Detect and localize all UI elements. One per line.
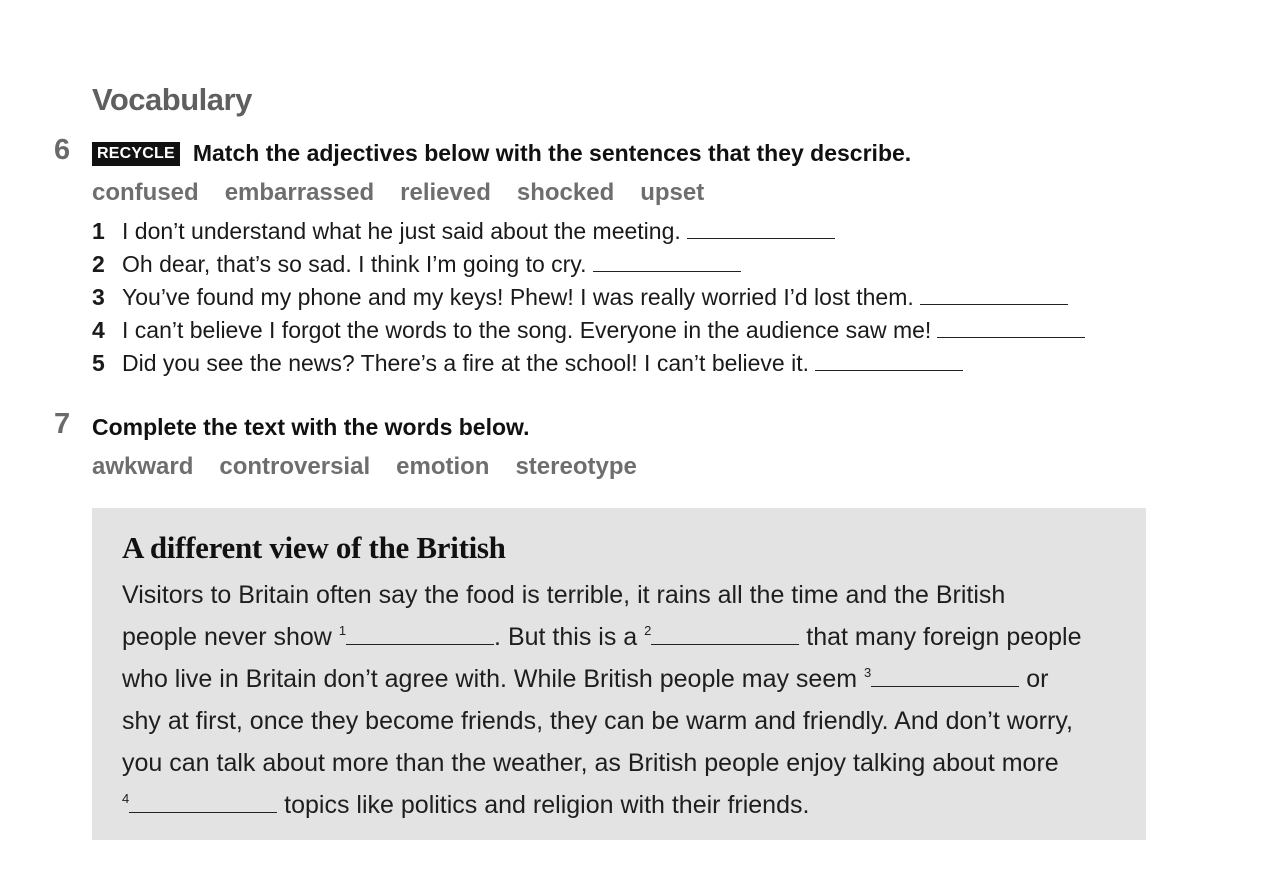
text-segment: that many foreign people <box>799 623 1082 651</box>
gap-blank[interactable] <box>651 643 799 645</box>
item-number: 1 <box>92 218 105 244</box>
word-bank-item: upset <box>640 179 705 206</box>
text-segment: . But this is a <box>494 623 645 651</box>
item-number: 5 <box>92 350 105 376</box>
gap-number: 1 <box>338 623 347 638</box>
word-bank-item: stereotype <box>515 453 637 480</box>
item-number: 2 <box>92 251 105 277</box>
item-number: 3 <box>92 284 105 310</box>
word-bank-item: shocked <box>516 179 615 206</box>
text-line <box>122 616 1116 658</box>
word-bank-item: emotion <box>396 453 490 480</box>
text-body <box>122 574 1116 826</box>
gap-number: 2 <box>644 623 652 638</box>
answer-blank[interactable] <box>920 303 1068 305</box>
exercise-6-instruction: Match the adjectives below with the sentences that they describe. <box>192 140 912 166</box>
exercise-7-instruction: Complete the text with the words below. <box>92 414 530 440</box>
item-sentence: Did you see the news? There’s a fire at the school! I can’t believe it. <box>122 350 809 376</box>
text-segment: or <box>1019 665 1049 693</box>
exercise-7-heading <box>92 414 529 441</box>
text-segment: who live in Britain don’t agree with. While British people may seem <box>122 665 865 693</box>
list-item <box>92 284 1085 317</box>
answer-blank[interactable] <box>815 369 963 371</box>
list-item <box>92 350 1085 383</box>
exercise-6-items <box>92 218 1085 383</box>
gap-number: 3 <box>864 665 872 680</box>
gap-blank[interactable] <box>129 811 277 813</box>
gap-blank[interactable] <box>346 643 494 645</box>
word-bank-item: relieved <box>400 179 491 206</box>
word-bank-item: awkward <box>92 453 194 480</box>
exercise-7-number: 7 <box>54 408 71 440</box>
list-item <box>92 317 1085 350</box>
text-segment: topics like politics and religion with their friends. <box>277 791 810 819</box>
text-segment: Visitors to Britain often say the food is terrible, it rains all the time and the British <box>122 581 1006 609</box>
exercise-6-number: 6 <box>54 134 71 166</box>
text-line <box>122 700 1116 742</box>
word-bank-item: embarrassed <box>224 179 375 206</box>
word-bank-item: controversial <box>219 453 371 480</box>
item-number: 4 <box>92 317 105 343</box>
item-sentence: I can’t believe I forgot the words to the song. Everyone in the audience saw me! <box>122 317 932 343</box>
gap-number: 4 <box>122 791 130 806</box>
answer-blank[interactable] <box>687 237 835 239</box>
text-line <box>122 784 1116 826</box>
text-segment: shy at first, once they become friends, they can be warm and friendly. And don’t worry, <box>122 707 1073 735</box>
text-line <box>122 658 1116 700</box>
word-bank-item: confused <box>92 179 199 206</box>
item-sentence: Oh dear, that’s so sad. I think I’m going to cry. <box>122 251 587 277</box>
exercise-7-word-bank <box>92 453 637 481</box>
section-title: Vocabulary <box>92 82 252 117</box>
exercise-6-heading <box>92 140 911 167</box>
item-sentence: I don’t understand what he just said about the meeting. <box>122 218 681 244</box>
text-line <box>122 574 1116 616</box>
recycle-badge: RECYCLE <box>92 142 180 166</box>
gap-blank[interactable] <box>871 685 1019 687</box>
item-sentence: You’ve found my phone and my keys! Phew! I was really worried I’d lost them. <box>122 284 914 310</box>
list-item <box>92 251 1085 284</box>
text-segment: people never show <box>122 623 339 651</box>
exercise-6-word-bank <box>92 179 704 207</box>
text-segment: you can talk about more than the weather, as British people enjoy talking about more <box>122 749 1059 777</box>
answer-blank[interactable] <box>593 270 741 272</box>
reading-text-box <box>92 508 1146 840</box>
answer-blank[interactable] <box>937 336 1085 338</box>
text-title: A different view of the British <box>122 530 506 565</box>
text-line <box>122 742 1116 784</box>
list-item <box>92 218 1085 251</box>
